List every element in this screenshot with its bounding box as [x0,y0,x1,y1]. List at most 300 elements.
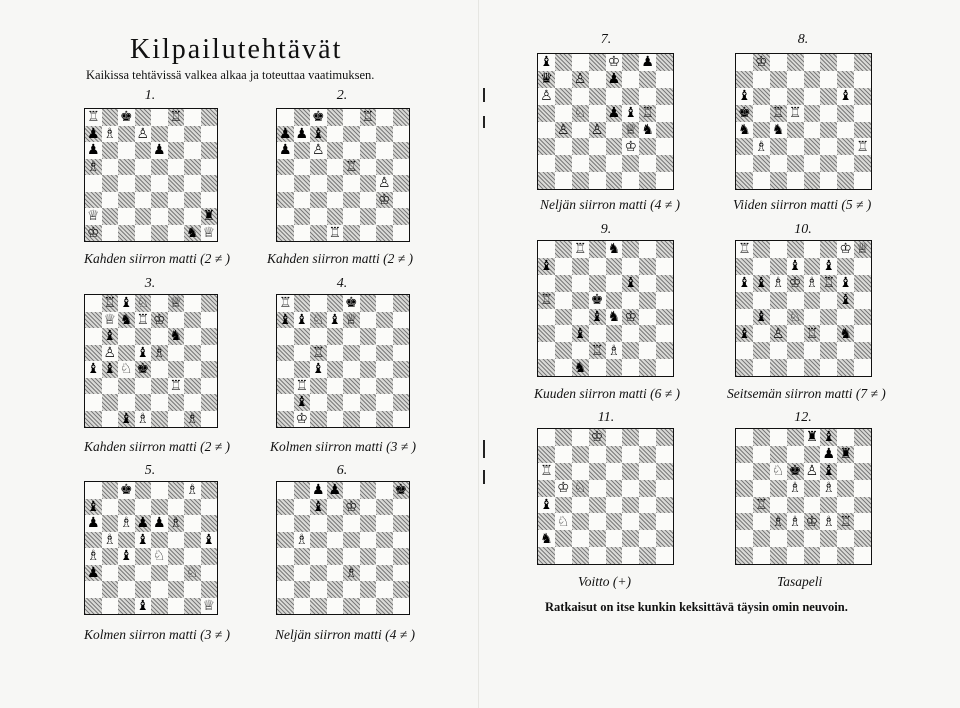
black-king-icon: ♚ [136,361,150,378]
board-square-b6 [753,88,770,105]
board-square-d8 [787,241,804,258]
board-square-g3 [639,513,656,530]
board-square-g4 [639,309,656,326]
board-square-d3 [589,138,606,155]
board-square-h8 [393,109,410,126]
board-square-a8 [85,295,102,312]
board-square-h1 [854,547,871,564]
white-bishop-icon: ♗ [788,480,802,497]
board-square-c8 [310,295,327,312]
white-bishop-icon: ♗ [86,158,100,175]
board-square-d4 [589,309,606,326]
board-square-h6 [201,142,218,159]
black-bishop-icon: ♝ [788,258,802,275]
white-king-icon: ♔ [805,513,819,530]
board-square-d1 [589,359,606,376]
board-square-e7 [343,312,360,329]
board-square-d2 [589,155,606,172]
board-square-h5 [393,159,410,176]
board-square-f7 [168,126,185,143]
board-square-c2 [118,394,135,411]
board-square-f7 [622,258,639,275]
board-square-b8 [555,429,572,446]
board-square-h8 [656,54,673,71]
black-bishop-icon: ♝ [839,275,852,292]
board-square-d4 [787,122,804,139]
board-square-g1 [184,411,201,428]
board-square-h7 [201,499,218,516]
board-square-b8 [294,482,311,499]
board-square-f4 [622,309,639,326]
board-square-c3 [572,138,589,155]
board-square-c7 [572,258,589,275]
board-square-h6 [656,463,673,480]
board-square-h3 [854,325,871,342]
board-square-f6 [168,328,185,345]
board-square-g1 [184,598,201,615]
board-square-h2 [201,581,218,598]
margin-mark [483,88,485,102]
board-square-b3 [294,378,311,395]
black-bishop-icon: ♝ [540,496,553,513]
board-square-c6 [572,275,589,292]
board-square-c4 [572,497,589,514]
chess-board [84,108,218,242]
board-square-g5 [184,532,201,549]
board-square-g4 [376,548,393,565]
board-square-h7 [393,126,410,143]
black-pawn-icon: ♟ [822,446,836,463]
board-square-a4 [736,122,753,139]
board-square-g2 [639,155,656,172]
board-square-a8 [85,109,102,126]
board-square-h5 [854,480,871,497]
board-square-g7 [376,126,393,143]
board-square-g2 [837,530,854,547]
board-square-b5 [753,105,770,122]
white-rook-icon: ♖ [590,342,604,359]
board-square-f8 [820,54,837,71]
board-square-d2 [135,581,152,598]
board-square-b2 [753,530,770,547]
board-square-f8 [360,482,377,499]
black-knight-icon: ♞ [119,311,133,328]
board-square-h3 [201,192,218,209]
board-square-a7 [277,126,294,143]
board-square-b1 [294,411,311,428]
board-square-h2 [656,155,673,172]
board-square-a1 [85,411,102,428]
board-square-b2 [555,530,572,547]
board-square-g1 [837,172,854,189]
board-square-f4 [360,361,377,378]
board-square-c7 [118,312,135,329]
chess-board [735,428,872,565]
board-square-e8 [804,241,821,258]
white-bishop-icon: ♗ [607,342,621,359]
board-square-c4 [118,548,135,565]
board-square-h8 [201,295,218,312]
white-queen-icon: ♕ [86,208,100,225]
board-square-a7 [277,499,294,516]
board-square-f6 [622,463,639,480]
black-bishop-icon: ♝ [311,361,325,378]
board-square-g3 [184,378,201,395]
problem-caption: Kahden siirron matti (2 ≠ ) [267,251,414,266]
board-square-f2 [820,342,837,359]
board-square-c8 [310,109,327,126]
board-square-c4 [572,309,589,326]
white-bishop-icon: ♗ [771,513,785,530]
board-square-h5 [393,532,410,549]
board-square-b6 [102,515,119,532]
board-square-e4 [343,175,360,192]
board-square-f5 [820,105,837,122]
black-pawn-icon: ♟ [86,125,100,142]
board-square-h2 [854,530,871,547]
board-square-h4 [854,497,871,514]
board-square-f8 [360,295,377,312]
board-square-e5 [804,292,821,309]
board-square-c5 [310,532,327,549]
black-bishop-icon: ♝ [103,328,117,345]
board-square-f7 [360,126,377,143]
board-square-f8 [168,109,185,126]
board-square-c6 [572,88,589,105]
white-rook-icon: ♖ [169,377,183,394]
board-square-b5 [102,532,119,549]
white-rook-icon: ♖ [788,105,802,122]
board-square-h2 [201,208,218,225]
white-pawn-icon: ♙ [103,344,117,361]
board-square-h7 [854,258,871,275]
board-square-g1 [376,225,393,242]
board-square-a6 [277,328,294,345]
board-square-b5 [294,532,311,549]
board-square-h4 [393,175,410,192]
board-square-b2 [102,208,119,225]
board-square-d4 [327,361,344,378]
white-rook-icon: ♖ [361,109,375,126]
board-square-f7 [820,446,837,463]
board-square-b6 [102,328,119,345]
board-square-b7 [294,126,311,143]
black-pawn-icon: ♟ [607,71,621,88]
board-square-d8 [327,295,344,312]
board-square-f4 [168,361,185,378]
board-square-e8 [151,295,168,312]
black-bishop-icon: ♝ [822,258,836,275]
board-square-b8 [555,54,572,71]
board-square-c2 [572,530,589,547]
board-square-h5 [201,345,218,362]
board-square-c4 [770,122,787,139]
board-square-a1 [277,411,294,428]
board-square-e1 [606,172,623,189]
board-square-d7 [327,126,344,143]
board-square-a7 [85,126,102,143]
board-square-e1 [606,547,623,564]
board-square-d4 [787,309,804,326]
board-square-b7 [102,312,119,329]
board-square-c2 [770,155,787,172]
black-knight-icon: ♞ [607,308,621,325]
board-square-b3 [294,565,311,582]
board-square-c5 [770,292,787,309]
board-square-b4 [753,309,770,326]
board-square-b3 [753,325,770,342]
board-square-c7 [310,126,327,143]
board-square-d4 [135,548,152,565]
board-square-g5 [184,159,201,176]
board-square-e1 [151,598,168,615]
board-square-g1 [837,547,854,564]
board-square-g7 [376,499,393,516]
board-square-g1 [639,547,656,564]
white-knight-icon: ♘ [152,548,166,565]
board-square-g8 [837,54,854,71]
board-square-f7 [820,71,837,88]
board-square-b6 [294,328,311,345]
board-square-f4 [820,122,837,139]
board-square-h6 [393,328,410,345]
board-square-f6 [168,515,185,532]
board-square-a8 [736,429,753,446]
board-square-f6 [820,88,837,105]
instruction-text: Kaikissa tehtävissä valkea alkaa ja toteuttaa vaatimuksen. [86,68,375,82]
board-square-a1 [85,225,102,242]
board-square-f3 [168,565,185,582]
white-rook-icon: ♖ [771,105,785,122]
board-square-e6 [151,328,168,345]
board-square-f3 [168,192,185,209]
board-square-d2 [787,155,804,172]
margin-mark [483,116,485,128]
board-square-f7 [360,312,377,329]
board-square-g8 [184,482,201,499]
board-square-a5 [277,159,294,176]
board-square-b6 [555,463,572,480]
board-square-c8 [118,482,135,499]
board-square-c5 [118,159,135,176]
white-king-icon: ♔ [557,480,570,497]
board-square-e3 [151,192,168,209]
white-king-icon: ♔ [590,429,604,446]
board-square-f6 [622,88,639,105]
board-square-h3 [201,378,218,395]
white-queen-icon: ♕ [103,311,117,328]
board-square-f3 [820,138,837,155]
board-square-e4 [804,497,821,514]
board-square-d3 [589,325,606,342]
black-rook-icon: ♜ [805,429,819,446]
board-square-d2 [135,208,152,225]
board-square-e6 [804,463,821,480]
board-square-c1 [572,172,589,189]
board-square-h1 [393,411,410,428]
board-square-b7 [294,499,311,516]
board-square-c6 [118,328,135,345]
white-queen-icon: ♕ [202,224,216,241]
board-square-a8 [277,109,294,126]
board-square-f5 [360,345,377,362]
white-rook-icon: ♖ [328,224,342,241]
board-square-d6 [589,88,606,105]
board-square-h7 [656,446,673,463]
white-rook-icon: ♖ [295,377,309,394]
board-square-b4 [102,175,119,192]
board-square-b4 [102,361,119,378]
board-square-h1 [656,547,673,564]
board-square-e3 [606,325,623,342]
board-square-g5 [639,292,656,309]
white-pawn-icon: ♙ [590,121,604,138]
board-square-d1 [135,411,152,428]
board-square-h7 [656,71,673,88]
black-king-icon: ♚ [311,109,325,126]
board-square-g3 [639,138,656,155]
board-square-b8 [294,109,311,126]
board-square-d4 [327,548,344,565]
board-square-d3 [135,192,152,209]
problem-caption: Kolmen siirron matti (3 ≠ ) [84,627,231,642]
board-square-c5 [118,532,135,549]
board-square-a3 [538,138,555,155]
board-square-a3 [85,565,102,582]
board-square-e1 [804,547,821,564]
board-square-g2 [376,208,393,225]
board-square-h3 [854,138,871,155]
board-square-a1 [736,172,753,189]
board-square-e6 [343,515,360,532]
board-square-c8 [118,295,135,312]
black-king-icon: ♚ [738,105,751,122]
board-square-d4 [589,122,606,139]
board-square-c7 [770,446,787,463]
white-bishop-icon: ♗ [185,482,199,499]
board-square-f4 [622,497,639,514]
board-square-d2 [327,581,344,598]
board-square-e8 [151,109,168,126]
board-square-f2 [168,394,185,411]
white-knight-icon: ♘ [771,463,785,480]
board-square-c4 [310,361,327,378]
board-square-d8 [135,295,152,312]
board-square-a4 [736,497,753,514]
problem-caption: Neljän siirron matti (4 ≠ ) [540,197,681,212]
white-queen-icon: ♕ [202,597,216,614]
board-square-g1 [837,359,854,376]
board-square-f1 [360,411,377,428]
board-square-h1 [201,598,218,615]
board-square-a5 [538,480,555,497]
board-square-d1 [787,172,804,189]
white-knight-icon: ♘ [185,564,199,581]
board-square-e4 [151,548,168,565]
board-square-f3 [820,513,837,530]
board-square-g5 [639,105,656,122]
white-bishop-icon: ♗ [822,513,836,530]
white-pawn-icon: ♙ [573,71,587,88]
board-square-h6 [201,328,218,345]
board-square-g3 [837,325,854,342]
board-square-d1 [787,359,804,376]
board-square-c5 [770,105,787,122]
board-square-d6 [787,463,804,480]
white-rook-icon: ♖ [278,295,292,312]
board-square-h4 [201,548,218,565]
board-square-b3 [102,565,119,582]
board-square-g7 [837,258,854,275]
white-king-icon: ♔ [377,191,391,208]
board-square-g6 [184,328,201,345]
board-square-a4 [277,548,294,565]
board-square-a2 [736,342,753,359]
board-square-f4 [168,175,185,192]
white-rook-icon: ♖ [738,241,751,258]
board-square-f8 [622,54,639,71]
board-square-f3 [622,513,639,530]
board-square-g5 [376,159,393,176]
board-square-b3 [555,513,572,530]
board-square-f6 [360,328,377,345]
board-square-f3 [168,378,185,395]
board-square-c2 [310,581,327,598]
board-square-a2 [736,530,753,547]
board-square-h4 [656,122,673,139]
board-square-d6 [787,88,804,105]
board-square-c3 [310,378,327,395]
black-king-icon: ♚ [119,109,133,126]
black-bishop-icon: ♝ [103,361,117,378]
board-square-d4 [135,361,152,378]
board-square-b5 [555,480,572,497]
board-square-e5 [804,480,821,497]
board-square-h8 [854,241,871,258]
board-square-f1 [168,411,185,428]
board-square-c5 [310,345,327,362]
board-square-c3 [310,565,327,582]
board-square-d5 [589,292,606,309]
board-square-a7 [538,446,555,463]
board-square-f2 [168,581,185,598]
chess-board [84,294,218,428]
board-square-c6 [310,328,327,345]
board-square-f2 [622,530,639,547]
board-square-c8 [572,429,589,446]
board-square-f5 [360,532,377,549]
board-square-a2 [85,208,102,225]
board-square-c4 [572,122,589,139]
board-square-b4 [555,122,572,139]
board-square-c6 [310,142,327,159]
board-square-e8 [606,54,623,71]
board-square-a5 [277,345,294,362]
board-square-c8 [770,241,787,258]
black-bishop-icon: ♝ [278,311,292,328]
board-square-b4 [294,175,311,192]
board-square-h5 [201,159,218,176]
board-square-d2 [787,530,804,547]
board-square-f5 [168,532,185,549]
white-knight-icon: ♘ [573,105,587,122]
board-square-g8 [184,109,201,126]
problem-caption: Tasapeli [777,574,823,589]
board-square-d5 [589,480,606,497]
board-square-g4 [837,497,854,514]
board-square-g3 [837,138,854,155]
board-square-e7 [804,71,821,88]
